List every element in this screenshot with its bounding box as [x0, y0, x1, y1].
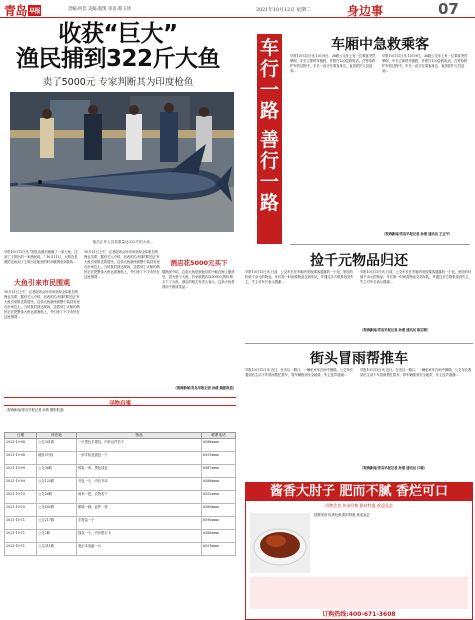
table-row — [5, 452, 236, 465]
body-crowd-continued: 10月11日上午，记者赶到会场市场发现全体船员的渔业关系，据有关人介绍，在西的沿市面约附近正有大鱼引来附近的居民，这条大鱼最终被整个装到有里在市场边上。当时我们到达现场，还看到了大船的渔民正在把整条大鱼运到渔船上，并引来了不少市民在这里围观... — [84, 250, 160, 279]
table-cell: 公交301路 — [37, 439, 77, 452]
ad-headline: 酱香大肘子 肥而不腻 香烂可口 — [246, 483, 472, 501]
col-header: 联系电话 — [202, 433, 236, 439]
table-cell: 6588xxxx — [202, 478, 236, 491]
table-cell: 钥匙一串，黑色钱包 — [77, 465, 202, 478]
story-3-body: 早报10月11日讯 近日，在市区一路口，一辆私家车在雨中抛锚，公交车长看到后主动下车冒雨帮忙推车，将车辆推到安全地带，车主连声道谢... — [245, 368, 353, 377]
story-3-byline: （观海新闻/青岛早报记者 孙倩 通讯员 江敏） — [360, 466, 427, 470]
lost-and-found-title: 寻物启事 — [4, 397, 236, 406]
fish-story-subheadline: 卖了5000元 专家判断其为印度枪鱼 — [42, 77, 194, 88]
photo-caption: 船员正作人员将重量达322斤的大鱼... — [92, 240, 154, 244]
story-1-byline: （观海新闻/青岛早报记者 孙倩 通讯员 王正平） — [382, 232, 453, 236]
table-cell: 2021-10-08 — [5, 439, 37, 452]
table-cell: 公交2路 — [37, 530, 77, 543]
fish-byline: （观海新闻/青岛早报记者 孙倩 摄影报道） — [173, 386, 236, 390]
table-cell: 书包一个，内有书本 — [77, 478, 202, 491]
ad-promo-box — [250, 577, 468, 609]
table-row — [5, 530, 236, 543]
table-cell: 2021-10-11 — [5, 517, 37, 530]
table-cell: 一只黑色手提包，内有证件若干 — [77, 439, 202, 452]
divider — [290, 244, 470, 245]
table-cell: 6591xxxx — [202, 543, 236, 556]
table-row — [5, 465, 236, 478]
table-cell: 地铁3号线 — [37, 452, 77, 465]
table-cell: 公交125路 — [37, 478, 77, 491]
story-1-headline: 车厢中急救乘客 — [331, 37, 429, 53]
table-cell: 公交605路 — [37, 504, 77, 517]
table-cell: 公交26路 — [37, 491, 77, 504]
section-name: 身边事 — [347, 4, 384, 18]
story-3-headline: 街头冒雨帮推车 — [310, 351, 408, 367]
ad-hotline[interactable]: 订购热线:400-671-3608 — [322, 611, 396, 618]
subhead-crowd: 大鱼引来市民围观 — [14, 279, 70, 287]
col-header: 所在地 — [37, 433, 77, 439]
table-cell: 6588xxxx — [202, 439, 236, 452]
body-crowd: 10月11日上午，记者赶到会场市场发现全体船员的渔业关系，据有关人介绍，在西的沿市面约附近正有大鱼引来附近的居民，这条大鱼最终被整个装到有里在市场边上。当时我们到达现场，还看到了大船的渔民正在把整条大鱼运到渔船上，并引来了不少市民在这里围观... — [4, 290, 80, 319]
divider — [245, 343, 473, 344]
ad-slogan: 招牌美食 传承经典 限时特惠 欢迎品尝 — [325, 503, 393, 508]
table-cell: 2021-10-10 — [5, 504, 37, 517]
table-cell: 2021-10-08 — [5, 452, 37, 465]
fish-story-headline: 收获“巨大” 渔民捕到322斤大鱼 — [15, 21, 220, 72]
body-restaurant: 据渔民介绍，这条大鱼是被他们的小船在海上捕获后，因为是个大鱼，后来被酒店以5000元的价格买下了大鱼，酒店的相关负责人表示，这条大鱼将被用于做成菜品... — [162, 270, 235, 289]
table-cell: 2021-10-11 — [5, 530, 37, 543]
advertisement[interactable] — [245, 482, 473, 620]
table-cell: 公交217路 — [37, 517, 77, 530]
newspaper-logo: 青岛 早报 — [4, 4, 41, 18]
table-row — [5, 491, 236, 504]
table-cell: 手提袋一个 — [77, 517, 202, 530]
table-cell: 2021-10-09 — [5, 465, 37, 478]
table-cell: 6592xxxx — [202, 491, 236, 504]
table-cell: 2021-10-11 — [5, 543, 37, 556]
vertical-banner: 车 行 一 路 善 行 一 路 — [257, 34, 282, 244]
table-cell: 6587xxxx — [202, 465, 236, 478]
story-2-body: 早报10月11日讯 日前，公交车长在车厢内发现乘客遗落的一个包，里面有价值千余元的物品，车长第一时间将物品交到车队，并通过多方联系找到失主，失主对车长表示感谢... — [245, 270, 354, 284]
story-2-byline: （观海新闻/青岛早报记者 孙倩 通讯员 陈宗莉） — [360, 328, 431, 332]
table-cell: 雨伞一把，衣物若干 — [77, 491, 202, 504]
story-2-headline: 捡千元物品归还 — [310, 253, 408, 269]
table-row — [5, 517, 236, 530]
story-3-body-cont: 早报10月11日讯 近日，在市区一路口，一辆私家车在雨中抛锚，公交车长看到后主动下车冒雨帮忙推车，将车辆推到安全地带，车主连声道谢... — [360, 368, 472, 377]
table-row — [5, 504, 236, 517]
fish-photo — [10, 92, 234, 232]
lost-and-found-table — [4, 432, 236, 556]
table-cell: 6590xxxx — [202, 517, 236, 530]
table-cell: 笔记本电脑一台 — [77, 543, 202, 556]
issue-date: 2021年10月12日 星期二 — [256, 8, 311, 13]
ad-body: 招牌美食 传承经典 限时特惠 欢迎品尝 — [314, 513, 370, 517]
table-cell: 一部手机及钱包一个 — [77, 452, 202, 465]
table-cell: 6589xxxx — [202, 504, 236, 517]
story-2-body-cont: 早报10月11日讯 日前，公交车长在车厢内发现乘客遗落的一个包，里面有价值千余元的物品，车长第一时间将物品交到车队，并通过多方联系找到失主，失主对车长表示感谢... — [360, 270, 472, 284]
table-cell: 2021-10-09 — [5, 478, 37, 491]
col-header: 物品 — [77, 433, 202, 439]
table-cell: 公交36路 — [37, 465, 77, 478]
table-cell: 眼镜一副，证件一张 — [77, 504, 202, 517]
editor-credits: 责编:何佳 美编:蔡凯 审读:蔡玉琦 — [68, 7, 131, 12]
masthead — [0, 0, 475, 18]
table-cell: 6586xxxx — [202, 530, 236, 543]
table-row — [5, 439, 236, 452]
subhead-restaurant: 酒店花5000元买下 — [170, 259, 228, 267]
table-row — [5, 478, 236, 491]
page-number: 07 — [438, 0, 459, 18]
table-cell: 6591xxxx — [202, 452, 236, 465]
table-row — [5, 543, 236, 556]
table-cell: 公交311路 — [37, 543, 77, 556]
table-cell: 钱包一个，内有银行卡 — [77, 530, 202, 543]
table-cell: 2021-10-10 — [5, 491, 37, 504]
food-photo — [250, 513, 310, 573]
story-1-body: 早报10月11日讯 10月9日，36路公交车上有一位乘客突然晕倒，车长立即停车施救，并拨打120急救电话。在等待救护车的过程中，车长一直守在乘客身边，直到医护人员赶到... — [290, 54, 376, 73]
col-header: 日期 — [5, 433, 37, 439]
lead-paragraph: 早报10月11日讯 “刚往出港后就搁了一条大鱼，还到了王哥出的一家渔民说。” 10月11日，大网近老照的这鱼到了王哥出在船里的时问就调至到我的... — [4, 250, 78, 264]
story-1-body-cont: 早报10月11日讯 10月9日，36路公交车上有一位乘客突然晕倒，车长立即停车施救，并拨打120急救电话。在等待救护车的过程中，车长一直守在乘客身边，直到医护人员赶到... — [382, 54, 468, 73]
lost-and-found-intro: （观海新闻/青岛早报记者 孙倩 摄影报道） — [4, 408, 67, 412]
